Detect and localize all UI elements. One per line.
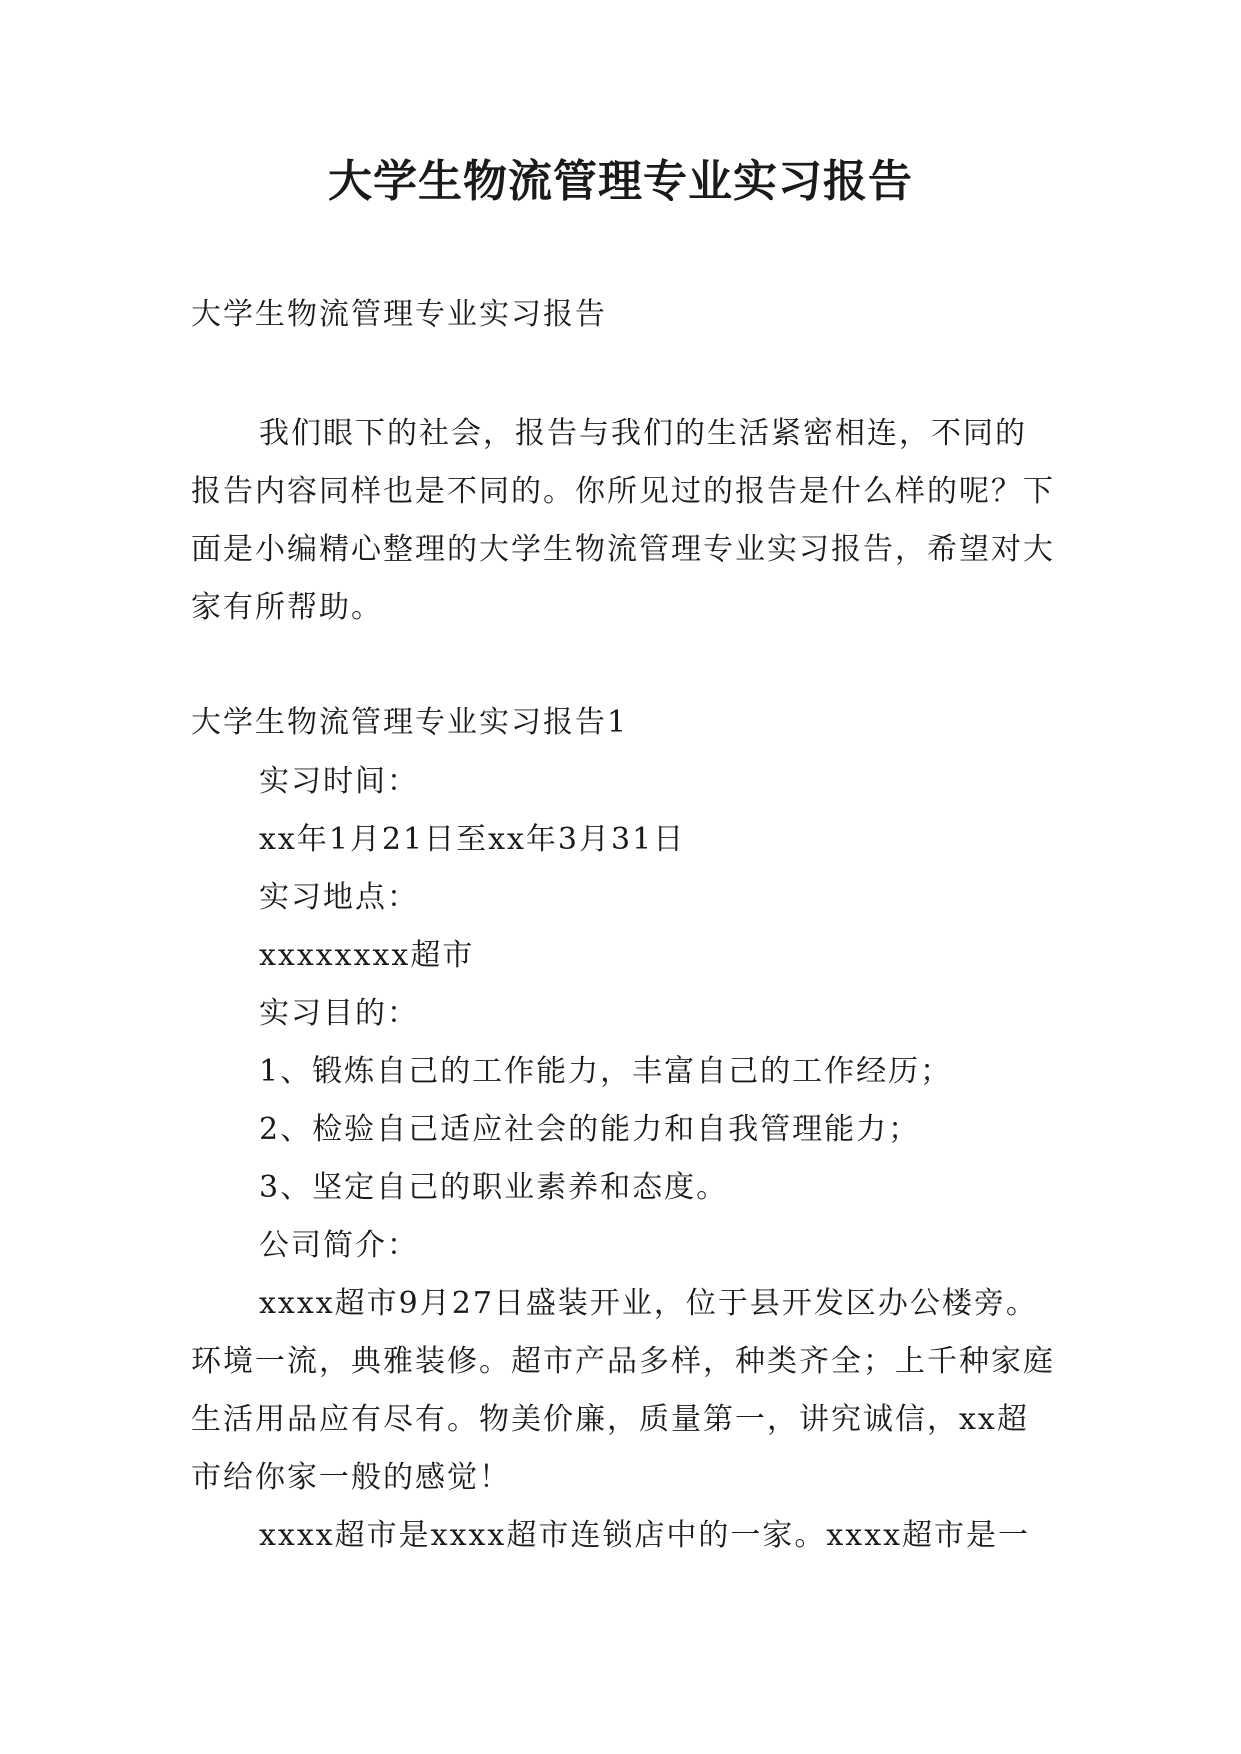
body-line-purpose-3: 3、坚定自己的职业素养和态度。 <box>259 1170 729 1205</box>
body-paragraph-company-chain: xxxx超市是xxxx超市连锁店中的一家。xxxx超市是一 <box>259 1518 1031 1553</box>
body-line-internship-time-value: xx年1月21日至xx年3月31日 <box>259 822 686 857</box>
body-line-internship-location-value: xxxxxxxx超市 <box>259 938 475 973</box>
body-line-purpose-1: 1、锻炼自己的工作能力，丰富自己的工作经历； <box>259 1054 953 1089</box>
body-line-company-intro-label: 公司简介： <box>259 1228 419 1263</box>
intro-paragraph <box>191 405 1057 637</box>
body-line-internship-purpose-label: 实习目的： <box>259 996 419 1031</box>
body-line-internship-location-label: 实习地点： <box>259 880 419 915</box>
document-subtitle: 大学生物流管理专业实习报告 <box>191 297 607 332</box>
section-body <box>191 753 1057 1565</box>
body-line-internship-time-label: 实习时间： <box>259 764 419 799</box>
body-line-purpose-2: 2、检验自己适应社会的能力和自我管理能力； <box>259 1112 921 1147</box>
body-paragraph-company-intro: xxxx超市9月27日盛装开业，位于县开发区办公楼旁。环境一流，典雅装修。超市产品多样，种类齐全；上千种家庭生活用品应有尽有。物美价廉，质量第一，讲究诚信，xx超市给你家一般的感觉！ <box>191 1286 1055 1495</box>
document-title: 大学生物流管理专业实习报告 <box>328 156 913 207</box>
intro-text: 我们眼下的社会，报告与我们的生活紧密相连，不同的报告内容同样也是不同的。你所见过的报告是什么样的呢？下面是小编精心整理的大学生物流管理专业实习报告，希望对大家有所帮助。 <box>191 416 1055 625</box>
section-heading: 大学生物流管理专业实习报告1 <box>191 705 629 740</box>
